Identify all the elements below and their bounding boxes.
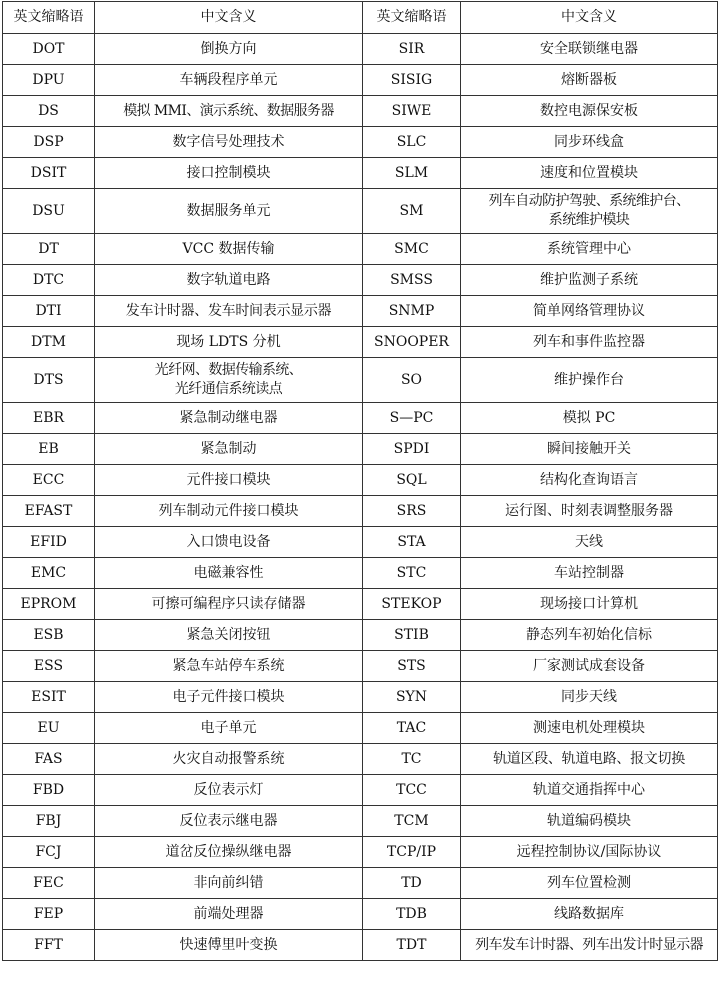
header-meaning-left: 中文含义 (95, 2, 363, 34)
meaning-left-cell: 电子单元 (95, 713, 363, 744)
abbr-left-cell: EU (3, 713, 95, 744)
abbreviation-table (2, 1, 718, 961)
abbr-left-cell: DPU (3, 65, 95, 96)
meaning-left-cell: 快速傅里叶变换 (95, 930, 363, 961)
meaning-right-cell: 安全联锁继电器 (461, 34, 718, 65)
table-row (3, 620, 718, 651)
table-row (3, 527, 718, 558)
table-row (3, 34, 718, 65)
meaning-left-cell: 数字轨道电路 (95, 265, 363, 296)
header-meaning-right: 中文含义 (461, 2, 718, 34)
abbr-right-cell: SYN (363, 682, 461, 713)
meaning-right-cell: 熔断器板 (461, 65, 718, 96)
abbr-left-cell: FEC (3, 868, 95, 899)
table-row (3, 358, 718, 403)
abbr-right-cell: SLM (363, 158, 461, 189)
meaning-left-cell: 接口控制模块 (95, 158, 363, 189)
table-row (3, 327, 718, 358)
meaning-right-cell: 同步环线盒 (461, 127, 718, 158)
abbr-right-cell: TCC (363, 775, 461, 806)
meaning-right-cell: 瞬间接触开关 (461, 434, 718, 465)
table-row (3, 868, 718, 899)
table-row (3, 296, 718, 327)
abbr-left-cell: EMC (3, 558, 95, 589)
abbr-left-cell: FAS (3, 744, 95, 775)
meaning-right-cell: 列车自动防护驾驶、系统维护台、 系统维护模块 (461, 189, 718, 234)
abbr-right-cell: TDB (363, 899, 461, 930)
abbr-left-cell: FCJ (3, 837, 95, 868)
table-row (3, 465, 718, 496)
meaning-left-cell: 紧急关闭按钮 (95, 620, 363, 651)
abbr-left-cell: ECC (3, 465, 95, 496)
abbr-right-cell: TDT (363, 930, 461, 961)
table-row (3, 127, 718, 158)
table-row (3, 434, 718, 465)
table-row (3, 930, 718, 961)
meaning-left-cell: 数据服务单元 (95, 189, 363, 234)
abbr-left-cell: DTS (3, 358, 95, 403)
abbr-left-cell: EPROM (3, 589, 95, 620)
meaning-left-cell: 前端处理器 (95, 899, 363, 930)
abbr-left-cell: EFAST (3, 496, 95, 527)
meaning-right-cell: 列车和事件监控器 (461, 327, 718, 358)
abbr-left-cell: DTM (3, 327, 95, 358)
abbr-left-cell: DT (3, 234, 95, 265)
abbr-right-cell: STC (363, 558, 461, 589)
meaning-right-cell: 车站控制器 (461, 558, 718, 589)
meaning-right-cell: 现场接口计算机 (461, 589, 718, 620)
table-row (3, 775, 718, 806)
meaning-right-cell: 列车发车计时器、列车出发计时显示器 (461, 930, 718, 961)
abbr-right-cell: SO (363, 358, 461, 403)
abbr-left-cell: FFT (3, 930, 95, 961)
table-row (3, 713, 718, 744)
meaning-left-cell: 发车计时器、发车时间表示显示器 (95, 296, 363, 327)
meaning-right-cell: 简单网络管理协议 (461, 296, 718, 327)
meaning-left-cell: 反位表示继电器 (95, 806, 363, 837)
abbr-right-cell: STIB (363, 620, 461, 651)
meaning-left-cell: 车辆段程序单元 (95, 65, 363, 96)
abbr-right-cell: STS (363, 651, 461, 682)
abbr-right-cell: STEKOP (363, 589, 461, 620)
meaning-left-cell: 火灾自动报警系统 (95, 744, 363, 775)
meaning-right-cell: 结构化查询语言 (461, 465, 718, 496)
meaning-left-cell: 模拟 MMI、演示系统、数据服务器 (95, 96, 363, 127)
meaning-left-cell: 光纤网、数据传输系统、 光纤通信系统读点 (95, 358, 363, 403)
abbr-left-cell: ESB (3, 620, 95, 651)
table-row (3, 496, 718, 527)
table-body (3, 34, 718, 961)
meaning-left-cell: 非向前纠错 (95, 868, 363, 899)
table-row (3, 158, 718, 189)
abbr-right-cell: TCP/IP (363, 837, 461, 868)
meaning-right-cell: 维护监测子系统 (461, 265, 718, 296)
header-abbr-left: 英文缩略语 (3, 2, 95, 34)
table-row (3, 589, 718, 620)
table-row (3, 899, 718, 930)
header-abbr-right: 英文缩略语 (363, 2, 461, 34)
meaning-right-cell: 轨道编码模块 (461, 806, 718, 837)
abbr-right-cell: TD (363, 868, 461, 899)
meaning-right-cell: 轨道交通指挥中心 (461, 775, 718, 806)
abbr-left-cell: FBD (3, 775, 95, 806)
table-row (3, 96, 718, 127)
meaning-left-cell: 现场 LDTS 分机 (95, 327, 363, 358)
abbr-left-cell: EB (3, 434, 95, 465)
abbr-left-cell: EFID (3, 527, 95, 558)
abbr-left-cell: ESIT (3, 682, 95, 713)
meaning-right-cell: 同步天线 (461, 682, 718, 713)
meaning-left-cell: 可擦可编程序只读存储器 (95, 589, 363, 620)
table-row (3, 806, 718, 837)
abbr-right-cell: SMSS (363, 265, 461, 296)
abbr-right-cell: SPDI (363, 434, 461, 465)
meaning-left-cell: 数字信号处理技术 (95, 127, 363, 158)
meaning-left-cell: 倒换方向 (95, 34, 363, 65)
abbr-right-cell: SLC (363, 127, 461, 158)
abbr-right-cell: SRS (363, 496, 461, 527)
abbr-left-cell: FBJ (3, 806, 95, 837)
abbr-right-cell: S—PC (363, 403, 461, 434)
meaning-right-cell: 运行图、时刻表调整服务器 (461, 496, 718, 527)
meaning-right-cell: 厂家测试成套设备 (461, 651, 718, 682)
meaning-left-cell: 反位表示灯 (95, 775, 363, 806)
meaning-left-cell: 入口馈电设备 (95, 527, 363, 558)
meaning-right-cell: 轨道区段、轨道电路、报文切换 (461, 744, 718, 775)
abbr-left-cell: DSP (3, 127, 95, 158)
header-row (3, 2, 718, 34)
meaning-left-cell: VCC 数据传输 (95, 234, 363, 265)
table-row (3, 651, 718, 682)
abbr-right-cell: SISIG (363, 65, 461, 96)
meaning-right-cell: 远程控制协议/国际协议 (461, 837, 718, 868)
meaning-left-cell: 紧急制动继电器 (95, 403, 363, 434)
meaning-right-cell: 天线 (461, 527, 718, 558)
abbr-left-cell: DTC (3, 265, 95, 296)
abbr-right-cell: SM (363, 189, 461, 234)
table-row (3, 403, 718, 434)
meaning-left-cell: 紧急制动 (95, 434, 363, 465)
abbr-right-cell: STA (363, 527, 461, 558)
abbr-left-cell: DOT (3, 34, 95, 65)
abbr-right-cell: SQL (363, 465, 461, 496)
abbr-left-cell: DSIT (3, 158, 95, 189)
table-header (3, 2, 718, 34)
abbr-right-cell: SIWE (363, 96, 461, 127)
abbr-right-cell: TCM (363, 806, 461, 837)
abbr-left-cell: EBR (3, 403, 95, 434)
abbr-right-cell: TAC (363, 713, 461, 744)
meaning-right-cell: 速度和位置模块 (461, 158, 718, 189)
meaning-right-cell: 维护操作台 (461, 358, 718, 403)
abbr-right-cell: TC (363, 744, 461, 775)
abbr-left-cell: DTI (3, 296, 95, 327)
meaning-right-cell: 线路数据库 (461, 899, 718, 930)
abbr-right-cell: SNOOPER (363, 327, 461, 358)
table-row (3, 265, 718, 296)
meaning-right-cell: 数控电源保安板 (461, 96, 718, 127)
meaning-right-cell: 列车位置检测 (461, 868, 718, 899)
meaning-left-cell: 道岔反位操纵继电器 (95, 837, 363, 868)
abbr-right-cell: SMC (363, 234, 461, 265)
table-row (3, 558, 718, 589)
meaning-left-cell: 列车制动元件接口模块 (95, 496, 363, 527)
abbr-left-cell: DS (3, 96, 95, 127)
meaning-left-cell: 元件接口模块 (95, 465, 363, 496)
abbr-right-cell: SNMP (363, 296, 461, 327)
abbr-right-cell: SIR (363, 34, 461, 65)
table-row (3, 837, 718, 868)
table-row (3, 234, 718, 265)
meaning-right-cell: 模拟 PC (461, 403, 718, 434)
abbr-left-cell: DSU (3, 189, 95, 234)
meaning-right-cell: 系统管理中心 (461, 234, 718, 265)
abbr-left-cell: FEP (3, 899, 95, 930)
table-row (3, 744, 718, 775)
meaning-right-cell: 静态列车初始化信标 (461, 620, 718, 651)
meaning-left-cell: 电磁兼容性 (95, 558, 363, 589)
table-row (3, 189, 718, 234)
table-row (3, 682, 718, 713)
table-row (3, 65, 718, 96)
meaning-left-cell: 紧急车站停车系统 (95, 651, 363, 682)
meaning-left-cell: 电子元件接口模块 (95, 682, 363, 713)
abbr-left-cell: ESS (3, 651, 95, 682)
meaning-right-cell: 测速电机处理模块 (461, 713, 718, 744)
